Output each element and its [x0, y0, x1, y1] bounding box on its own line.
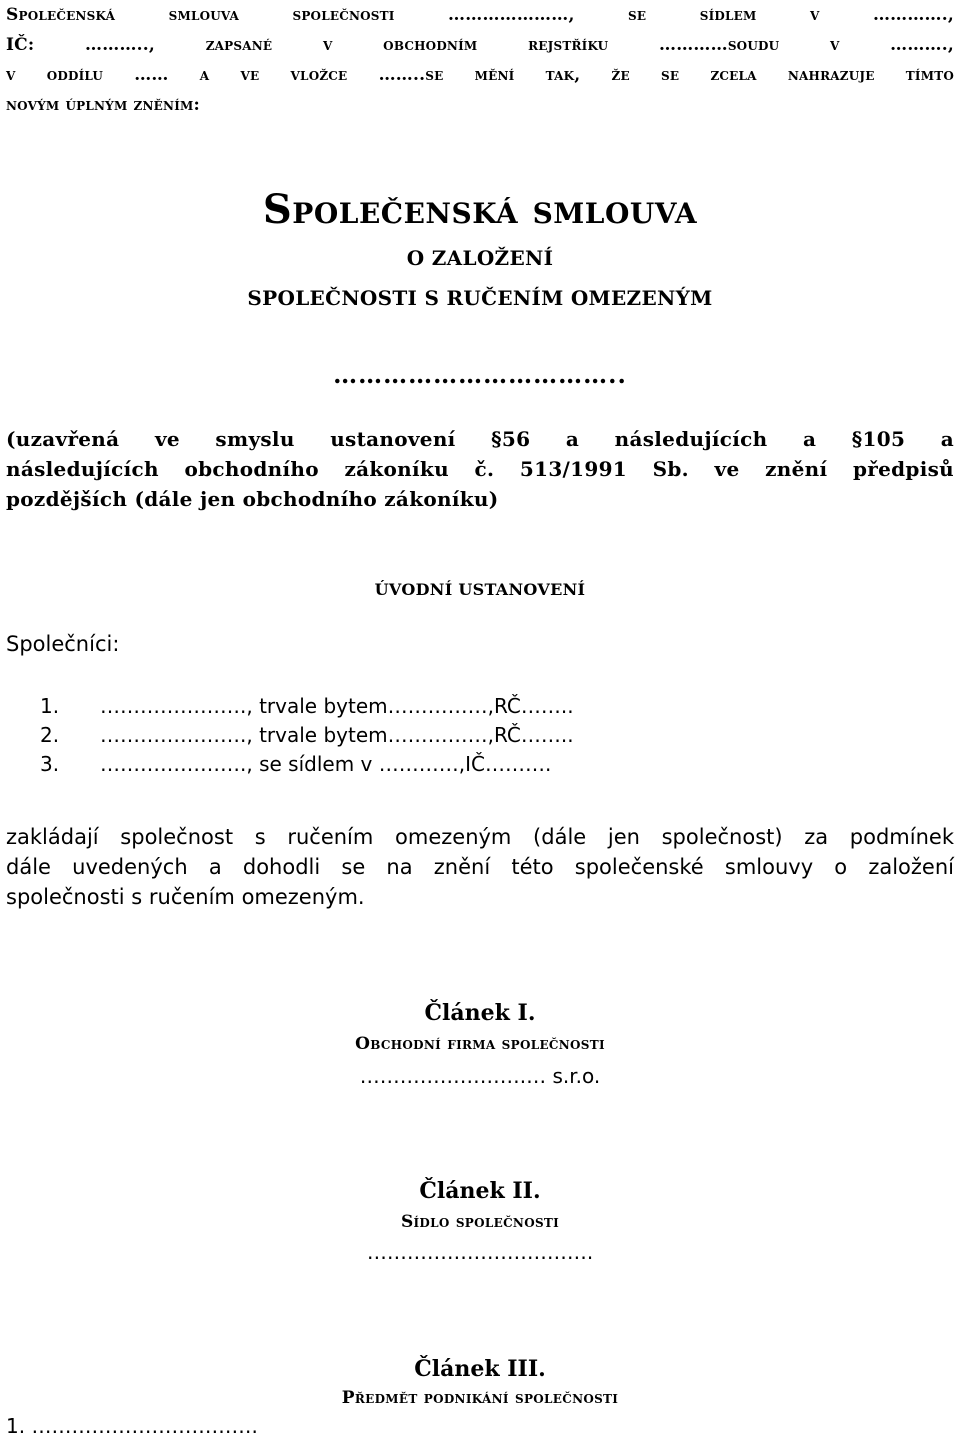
- document-subtitle: SPOLEČNOSTI S RUČENÍM OMEZENÝM: [247, 286, 713, 310]
- partners-list: [40, 692, 574, 779]
- partner-text: …………………., trvale bytem……………,RČ……..: [100, 723, 574, 747]
- partner-text: …………………., trvale bytem……………,RČ……..: [100, 694, 574, 718]
- article-subtitle: Sídlo společnosti: [400, 1212, 560, 1232]
- article-value: …………………….… s.r.o.: [359, 1064, 601, 1088]
- partner-text: …………………., se sídlem v …………,IČ……….: [100, 752, 552, 776]
- body-line: zakládají společnost s ručením omezeným (dále jen společnost) za podmínek: [6, 825, 954, 849]
- body-line: společnosti s ručením omezeným.: [6, 885, 365, 909]
- article-subtitle: Předmět podnikání společnosti: [341, 1388, 619, 1408]
- preamble-line: následujících obchodního zákoníku č. 513/1991 Sb. ve znění předpisů: [6, 457, 954, 481]
- intro-line: novým úplným zněním:: [6, 95, 200, 115]
- article-title: Článek II.: [419, 1178, 541, 1204]
- body-line: dále uvedených a dohodli se na znění této společenské smlouvy o založení: [6, 855, 954, 879]
- list-number: 1.: [40, 694, 60, 718]
- list-item: [40, 692, 574, 721]
- document-title: Společenská smlouva: [262, 186, 698, 233]
- body-paragraph: [6, 822, 954, 912]
- list-number: 3.: [40, 752, 60, 776]
- list-item: [40, 750, 574, 779]
- list-item: [40, 721, 574, 750]
- intro-paragraph: [6, 0, 954, 120]
- article-value: …………………………….: [366, 1240, 594, 1264]
- section-heading: ÚVODNÍ USTANOVENÍ: [374, 580, 586, 599]
- article-subtitle: Obchodní firma společnosti: [355, 1034, 605, 1054]
- preamble-line: pozdějších (dále jen obchodního zákoníku): [6, 487, 499, 511]
- preamble-line: (uzavřená ve smyslu ustanovení §56 a následujících a §105 a: [6, 427, 954, 451]
- list-item: 1. …………………………….: [6, 1414, 258, 1438]
- document-subtitle: O ZALOŽENÍ: [406, 246, 554, 270]
- intro-line: v oddílu …… a ve vložce ……..se mění tak, že se zcela nahrazuje tímto: [6, 65, 954, 85]
- article-title: Článek I.: [424, 1000, 536, 1026]
- list-number: 2.: [40, 723, 60, 747]
- company-name-placeholder: ……………………………..: [333, 360, 627, 389]
- partners-label: Společníci:: [6, 632, 120, 656]
- preamble: [6, 424, 954, 514]
- intro-line: IČ: ……….., zapsané v obchodním rejstříku …………soudu v ……….,: [6, 35, 954, 55]
- article-title: Článek III.: [414, 1356, 546, 1382]
- intro-line: Společenská smlouva společnosti …………………, se sídlem v ………….,: [6, 5, 954, 25]
